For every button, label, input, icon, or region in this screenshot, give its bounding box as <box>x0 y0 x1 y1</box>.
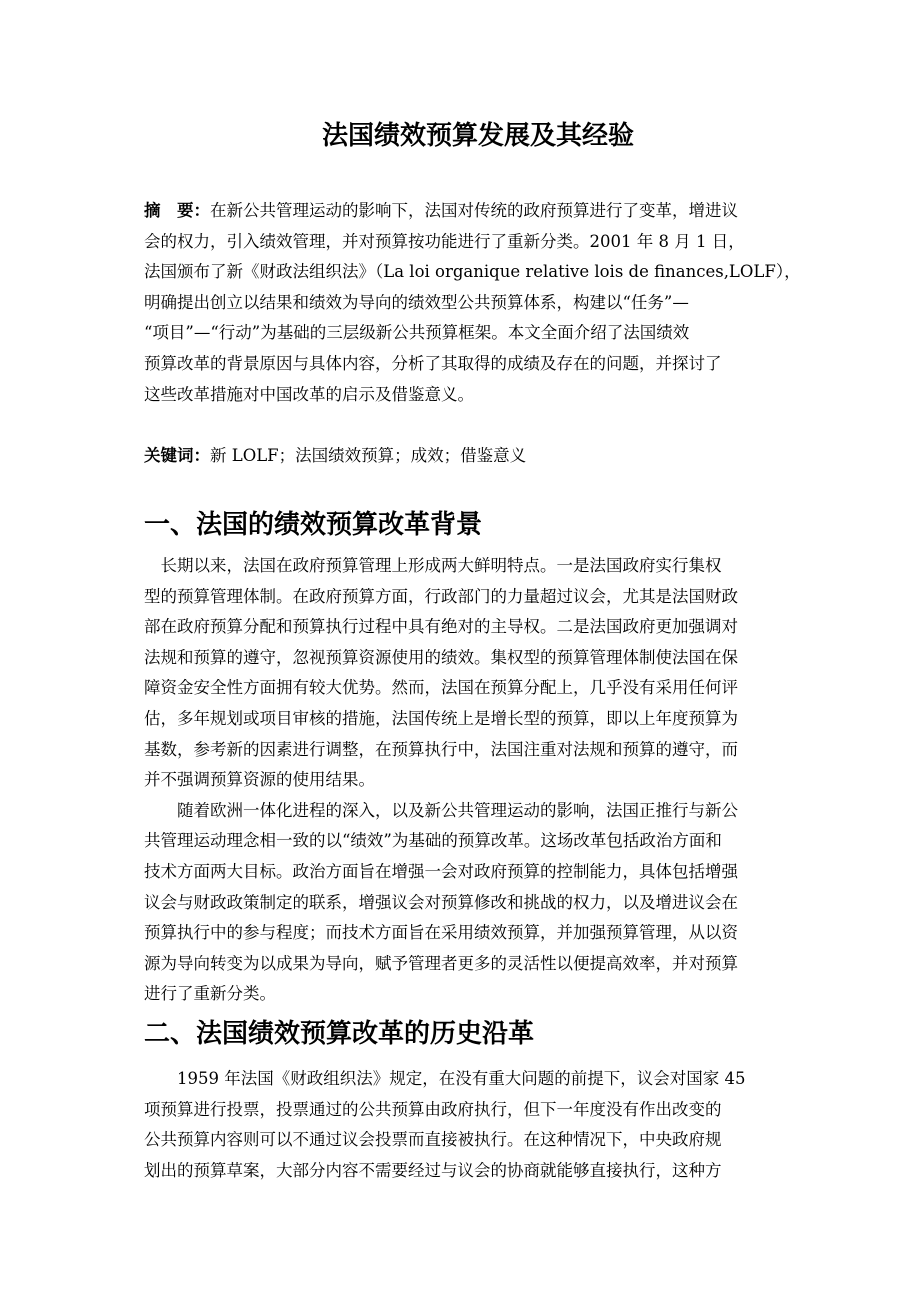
paragraph-line: 法规和预算的遵守，忽视预算资源使用的绩效。集权型的预算管理体制使法国在保 <box>144 647 738 667</box>
paragraph-line: 议会与财政政策制定的联系，增强议会对预算修改和挑战的权力，以及增进议会在 <box>144 892 738 912</box>
paragraph-line: 并不强调预算资源的使用结果。 <box>144 770 375 790</box>
abstract-line: 这些改革措施对中国改革的启示及借鉴意义。 <box>144 384 474 404</box>
paragraph-line: 随着欧洲一体化进程的深入，以及新公共管理运动的影响，法国正推行与新公 <box>144 800 738 820</box>
abstract-line: 明确提出创立以结果和绩效为导向的绩效型公共预算体系，构建以“任务”— <box>144 292 689 312</box>
abstract-label: 摘 要： <box>144 201 210 220</box>
section-body-background <box>144 551 812 1010</box>
paragraph-line: 划出的预算草案，大部分内容不需要经过与议会的协商就能够直接执行，这种方 <box>144 1160 722 1180</box>
abstract-line: 会的权力，引入绩效管理，并对预算按功能进行了重新分类。2001 年 8 月 1 日， <box>144 231 745 251</box>
abstract <box>144 196 812 410</box>
section-heading-history: 二、法国绩效预算改革的历史沿革 <box>144 1019 535 1049</box>
keywords <box>144 441 812 471</box>
document-title: 法国绩效预算发展及其经验 <box>321 121 634 151</box>
paragraph-line: 长期以来，法国在政府预算管理上形成两大鲜明特点。一是法国政府实行集权 <box>144 556 722 575</box>
paragraph-line: 型的预算管理体制。在政府预算方面，行政部门的力量超过议会，尤其是法国财政 <box>144 586 738 606</box>
paragraph-line: 估，多年规划或项目审核的措施，法国传统上是增长型的预算，即以上年度预算为 <box>144 708 738 728</box>
keywords-text: 新 LOLF；法国绩效预算；成效；借鉴意义 <box>210 446 527 465</box>
section-body-history <box>144 1064 812 1186</box>
paragraph-line: 共管理运动理念相一致的以“绩效”为基础的预算改革。这场改革包括政治方面和 <box>144 831 722 851</box>
paragraph-line: 技术方面两大目标。政治方面旨在增强一会对政府预算的控制能力，具体包括增强 <box>144 861 738 881</box>
abstract-text: 在新公共管理运动的影响下，法国对传统的政府预算进行了变革，增进议 <box>210 201 738 220</box>
paragraph-line: 预算执行中的参与程度；而技术方面旨在采用绩效预算，并加强预算管理，从以资 <box>144 923 738 943</box>
abstract-line: 法国颁布了新《财政法组织法》（La loi organique relative lois de finances,LOLF）， <box>144 262 801 282</box>
paragraph-line: 1959 年法国《财政组织法》规定，在没有重大问题的前提下，议会对国家 45 <box>144 1069 746 1088</box>
paragraph-line: 障资金安全性方面拥有较大优势。然而，法国在预算分配上，几乎没有采用任何评 <box>144 678 738 698</box>
paragraph-line: 进行了重新分类。 <box>144 984 276 1004</box>
abstract-line: “项目”—“行动”为基础的三层级新公共预算框架。本文全面介绍了法国绩效 <box>144 323 690 343</box>
paragraph-line: 公共预算内容则可以不通过议会投票而直接被执行。在这种情况下，中央政府规 <box>144 1130 722 1150</box>
abstract-line: 预算改革的背景原因与具体内容，分析了其取得的成绩及存在的问题，并探讨了 <box>144 353 722 373</box>
paragraph-line: 源为导向转变为以成果为导向，赋予管理者更多的灵活性以便提高效率，并对预算 <box>144 953 738 973</box>
paragraph-line: 部在政府预算分配和预算执行过程中具有绝对的主导权。二是法国政府更加强调对 <box>144 617 738 637</box>
section-heading-background: 一、法国的绩效预算改革背景 <box>144 510 483 540</box>
paragraph-line: 基数，参考新的因素进行调整，在预算执行中，法国注重对法规和预算的遵守，而 <box>144 739 738 759</box>
abstract-line <box>144 196 812 227</box>
keywords-label: 关键词： <box>144 446 210 465</box>
paragraph-line: 项预算进行投票，投票通过的公共预算由政府执行，但下一年度没有作出改变的 <box>144 1099 722 1119</box>
